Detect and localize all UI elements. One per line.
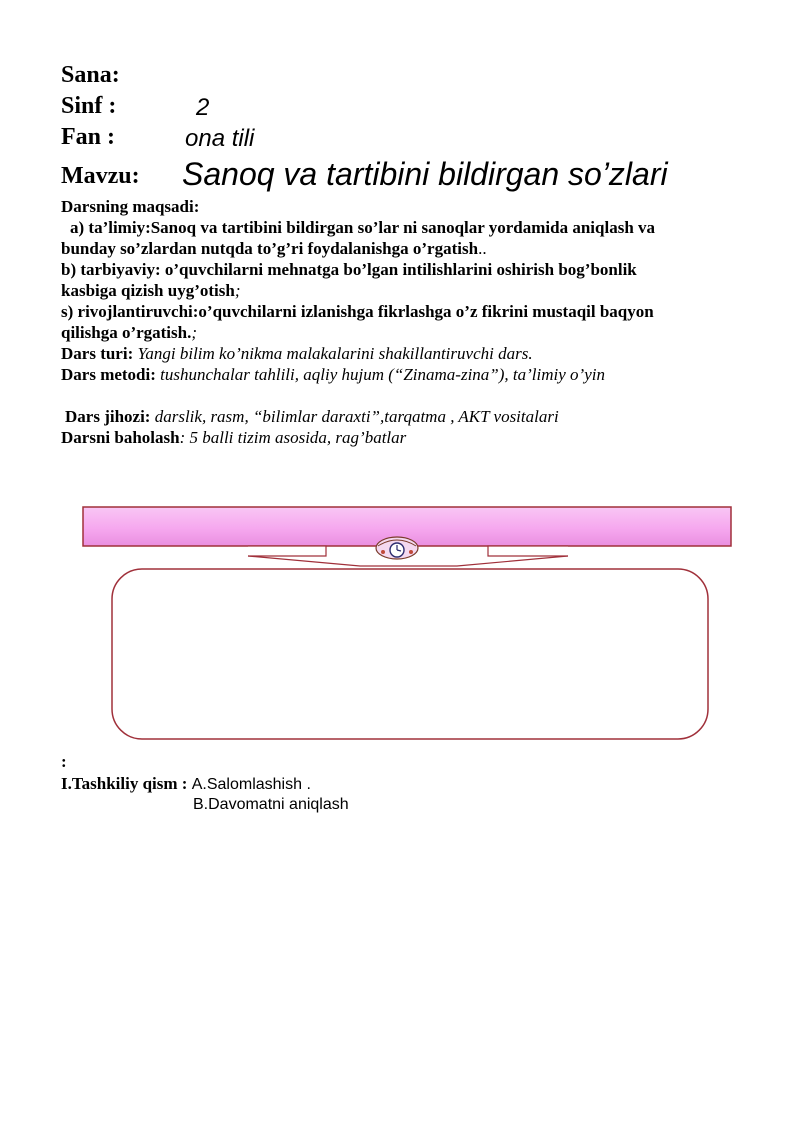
tashkiliy-line — [61, 774, 311, 794]
tashkiliy-label: I.Tashkiliy qism : — [61, 774, 188, 793]
banner-left-tab — [248, 546, 326, 556]
fan-label: Fan : — [61, 124, 115, 150]
goals-title: Darsning maqsadi: — [61, 197, 200, 216]
sinf-value: 2 — [196, 94, 210, 121]
section-colon: : — [61, 752, 67, 771]
mavzu-label: Mavzu: — [61, 163, 140, 189]
dars-jihozi-value: darslik, rasm, “bilimlar daraxti”,tarqatma , AKT vositalari — [154, 407, 559, 426]
goal-a-line1: a) ta’limiy:Sanoq va tartibini bildirgan so’lar ni sanoqlar yordamida aniqlash va — [70, 218, 656, 237]
banner-right-tab — [488, 546, 568, 556]
dars-jihozi-label: Dars jihozi: — [65, 407, 151, 426]
darsni-baholash-label: Darsni baholash — [61, 428, 180, 447]
sana-label: Sana: — [61, 62, 120, 88]
tashkiliy-item-a: A.Salomlashish . — [191, 776, 311, 793]
goal-a-text: bunday so’zlardan nutqda to’g’ri foydalanishga o’rgatish — [61, 239, 479, 258]
goal-s-text: qilishga o’rgatish. — [61, 323, 192, 342]
sinf-label: Sinf : — [61, 93, 117, 119]
tashkiliy-item-b: B.Davomatni aniqlash — [193, 796, 349, 813]
goal-b-text: kasbiga qizish uyg’otish — [61, 281, 235, 300]
dars-turi-label: Dars turi: — [61, 344, 134, 363]
dars-turi-value: Yangi bilim ko’nikma malakalarini shakillantiruvchi dars. — [137, 344, 533, 363]
darsni-baholash-value: : 5 balli tizim asosida, rag’batlar — [179, 428, 407, 447]
goal-s-line1: s) rivojlantiruvchi:o’quvchilarni izlanishga fikrlashga o’z fikrini mustaqil baqyon — [61, 302, 654, 321]
goal-s-tail: ; — [191, 323, 198, 342]
goal-b-tail: ; — [234, 281, 241, 300]
goal-b-line1: b) tarbiyaviy: o’quvchilarni mehnatga bo’lgan intilishlarini oshirish bog’bonlik — [61, 260, 637, 279]
mavzu-value: Sanoq va tartibini bildirgan so’zlari — [182, 156, 668, 192]
goal-a-tail: .. — [478, 239, 487, 258]
dars-metodi-value: tushunchalar tahlili, aqliy hujum (“Zinama-zina”), ta’limiy o’yin — [160, 365, 605, 384]
clock-emblem-icon — [376, 537, 418, 559]
dars-metodi-label: Dars metodi: — [61, 365, 156, 384]
rounded-content-box — [112, 569, 708, 739]
fan-value: ona tili — [185, 125, 255, 152]
